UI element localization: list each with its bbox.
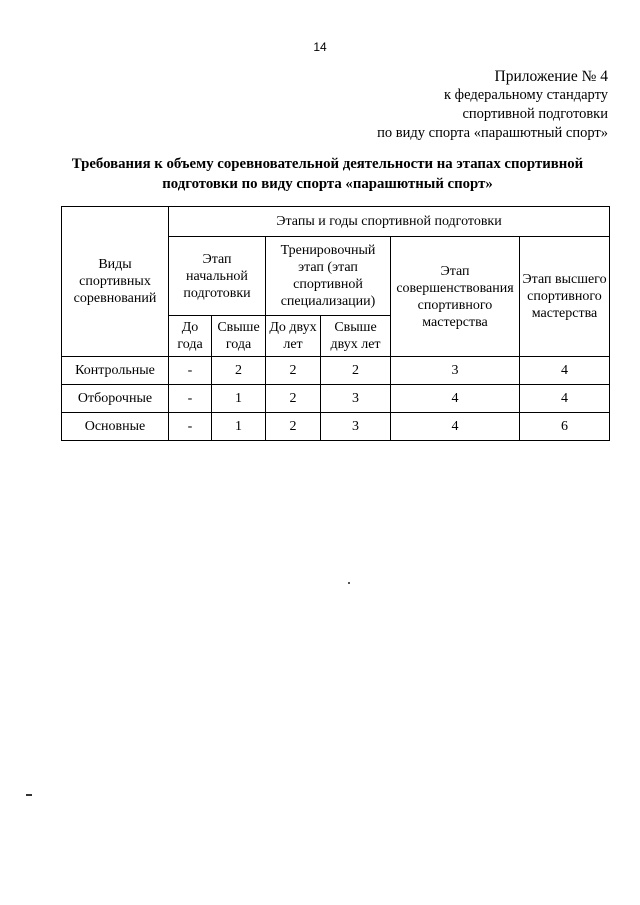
table-cell: - (169, 357, 212, 385)
table-cell: 4 (520, 357, 610, 385)
stage-header-higher: Этап высшего спортивного мастерства (520, 237, 610, 357)
table-cell: 1 (212, 413, 266, 441)
table-cell: - (169, 413, 212, 441)
table-cell: 2 (266, 385, 321, 413)
table-cell: 6 (520, 413, 610, 441)
requirements-table (61, 206, 610, 441)
table-cell: 3 (391, 357, 520, 385)
appendix-line: спортивной подготовки (462, 106, 608, 122)
table-cell: 4 (391, 385, 520, 413)
title-line: Требования к объему соревновательной деятельности на этапах спортивной (71, 156, 584, 172)
table-row (62, 413, 610, 441)
title-line: подготовки по виду спорта «парашютный спорт» (162, 176, 493, 192)
appendix-line: к федеральному стандарту (444, 87, 608, 103)
document-title (40, 154, 615, 194)
table-cell: 2 (266, 357, 321, 385)
page-number: 14 (313, 40, 327, 54)
table-cell: 2 (266, 413, 321, 441)
table-cell: 4 (391, 413, 520, 441)
appendix-line: по виду спорта «парашютный спорт» (377, 125, 608, 141)
table-cell: 4 (520, 385, 610, 413)
sub-header: До года (169, 316, 212, 357)
group-header: Этапы и годы спортивной подготовки (169, 207, 610, 237)
corner-header: Виды спортивных соревнований (62, 207, 169, 357)
table-header-row (62, 207, 610, 237)
appendix-block (377, 67, 608, 143)
table-cell: 3 (321, 385, 391, 413)
row-label: Отборочные (62, 385, 169, 413)
row-label: Основные (62, 413, 169, 441)
stage-header-improvement: Этап совершенствования спортивного мастерства (391, 237, 520, 357)
table-cell: 2 (321, 357, 391, 385)
table-row (62, 357, 610, 385)
sub-header: Свыше года (212, 316, 266, 357)
sub-header: До двух лет (266, 316, 321, 357)
table-row (62, 385, 610, 413)
stage-header-initial: Этап начальной подготовки (169, 237, 266, 316)
stage-header-training: Тренировочный этап (этап спортивной специализации) (266, 237, 391, 316)
table-cell: 2 (212, 357, 266, 385)
table-cell: 3 (321, 413, 391, 441)
table-cell: 1 (212, 385, 266, 413)
appendix-line: Приложение № 4 (494, 68, 608, 85)
row-label: Контрольные (62, 357, 169, 385)
sub-header: Свыше двух лет (321, 316, 391, 357)
table-cell: - (169, 385, 212, 413)
scan-mark (26, 794, 32, 796)
scan-speck (348, 582, 350, 584)
